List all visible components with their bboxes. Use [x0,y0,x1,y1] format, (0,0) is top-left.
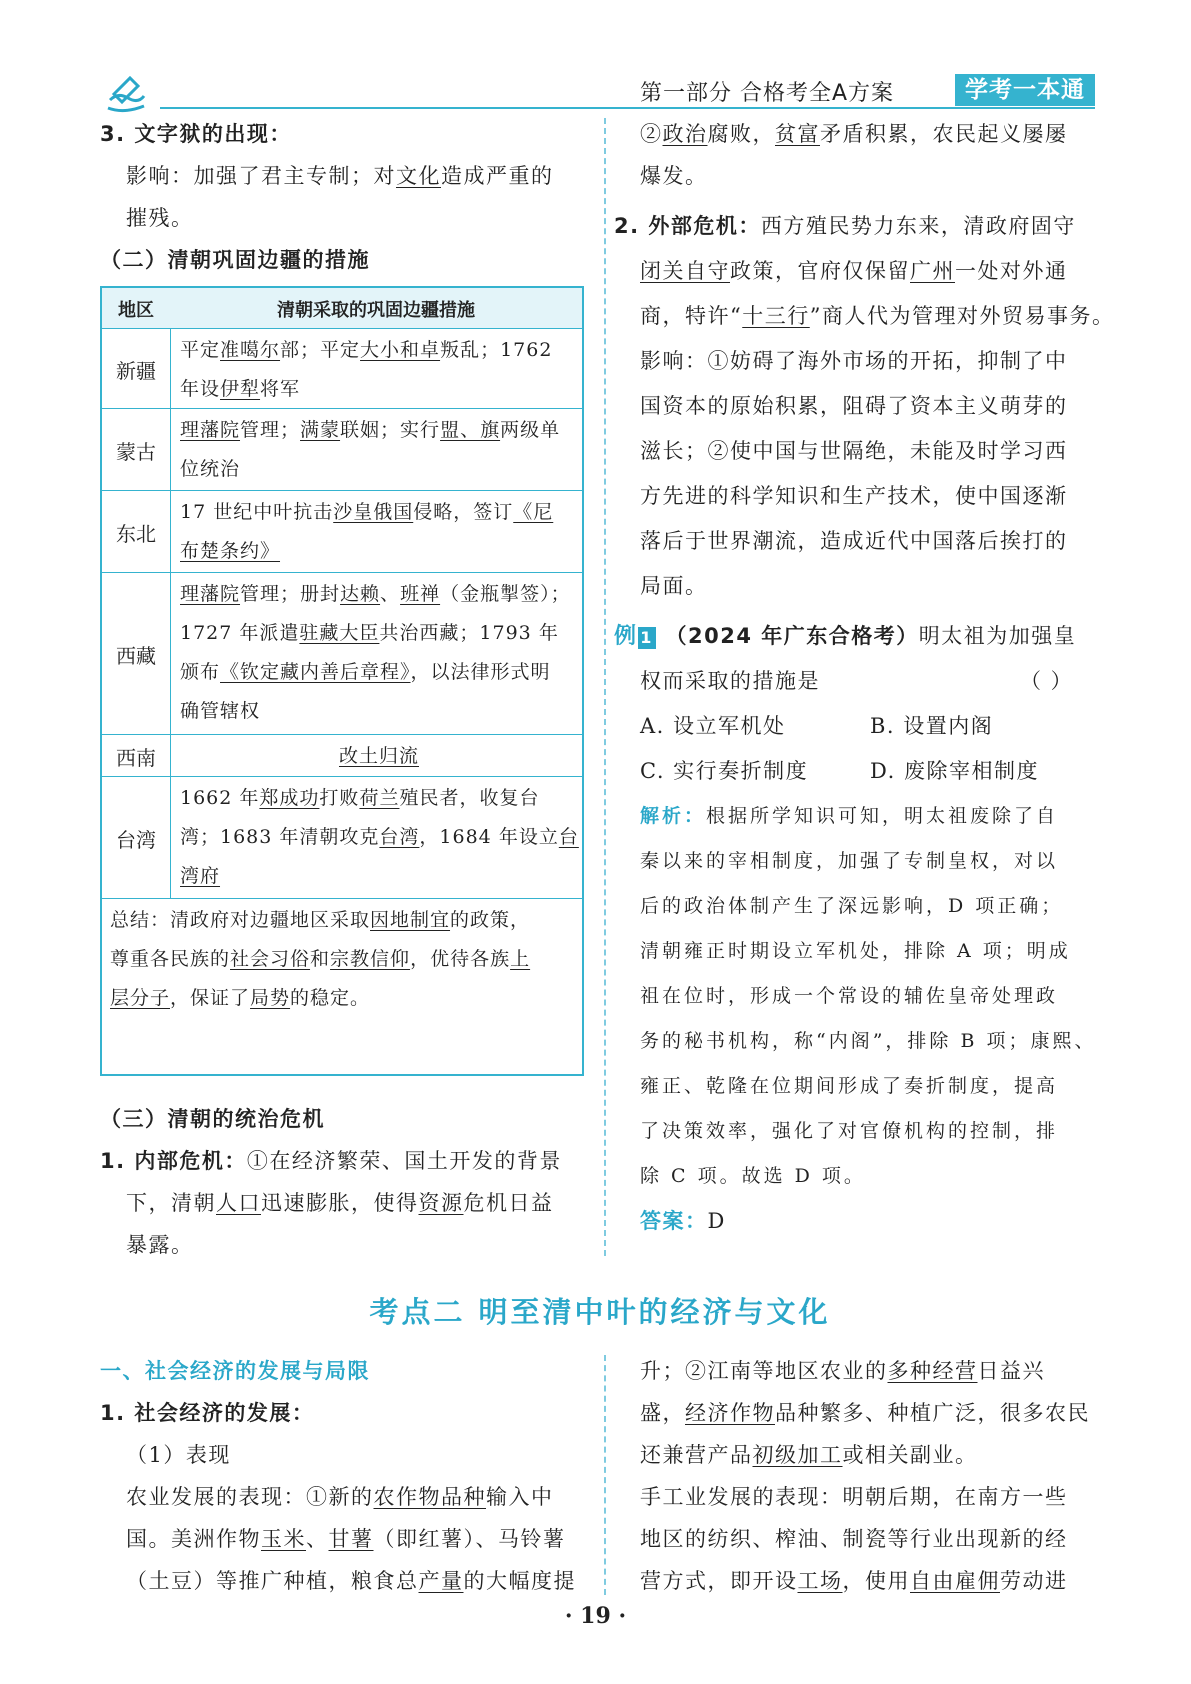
item1-1: （1）表现 [126,1443,231,1467]
section2-left-line [126,1476,554,1518]
text: 输入中 [486,1485,554,1509]
example-stem: 明太祖为加强皇 [918,624,1077,648]
text: 日益兴 [977,1359,1045,1383]
table-region-cell: 西藏 [116,644,156,668]
crisis2-label: 2. 外部危机： [614,214,761,238]
underlined-keyword: 初级加工 [752,1443,843,1467]
text: （土豆）等推广种植，粮食总 [126,1569,419,1593]
underlined-keyword: 广州 [910,259,955,283]
underlined-keyword: 农作物品种 [373,1485,486,1509]
text: 营方式，即开设 [640,1569,798,1593]
underlined-keyword: 文化 [396,164,441,188]
crisis1-label: 1. 内部危机： [100,1149,247,1173]
example-stem-line1 [614,615,1076,658]
text: 滋长；②使中国与世隔绝，未能及时学习西 [640,439,1068,463]
analysis-line [640,885,1063,927]
table-header-measure: 清朝采取的巩固边疆措施 [277,300,475,321]
column-divider-bottom [604,1355,606,1595]
table-measure-cell [180,737,578,776]
table-measure-cell [180,493,578,571]
example-label: 例 [614,624,638,649]
table-cell-line [180,653,578,692]
table-row [102,734,582,777]
table-region-cell: 台湾 [116,828,156,852]
section2-right-line [640,1434,978,1476]
text: ，优待各族 [410,948,511,970]
table-cell-line [180,614,578,653]
table-summary-text [110,901,530,1018]
text: 品种繁多、种植广泛，很多农民 [775,1401,1090,1425]
table-header-region: 地区 [118,300,154,321]
text: 商，特许“ [640,304,743,328]
underlined-keyword: 驻藏大臣 [299,622,380,644]
text: 腐败， [707,122,775,146]
right-line [640,113,1068,155]
underlined-keyword: 沙皇俄国 [333,501,414,523]
underlined-keyword: 伊犁 [220,378,261,400]
text: ，以法律形式明 [410,661,551,683]
table-divider [170,329,171,409]
table-header-row [102,288,582,328]
item1-title: 1. 社会经济的发展： [100,1401,315,1425]
text: 局面。 [640,574,708,598]
underlined-keyword: 资源 [418,1191,464,1215]
text: 1662 年 [180,787,260,809]
table-row [102,572,582,735]
underlined-keyword: 人口 [216,1191,261,1215]
text: 权而采取的措施是 [640,669,820,693]
answer-line [640,1200,726,1242]
underlined-keyword: 《尼 [513,501,554,523]
table-row [102,408,582,491]
table-cell-line [180,779,578,818]
underlined-keyword: 经济作物 [685,1401,775,1425]
text: 殖民者，收复台 [399,787,540,809]
table-cell-line [180,331,578,370]
example-number: 1 [638,627,656,649]
text: 部；平定 [280,339,361,361]
table-row [102,490,582,573]
table-cell-line [180,370,578,409]
section2-left-line [126,1518,566,1560]
text: 了决策效率，强化了对官僚机构的控制，排 [640,1120,1059,1142]
text: 秦以来的宰相制度，加强了专制皇权，对以 [640,850,1059,872]
underlined-keyword: 上 [510,948,531,970]
text: 清朝雍正时期设立军机处，排除 A 项；明成 [640,940,1071,962]
text: 管理；册封 [240,583,341,605]
text: D. 废除宰相制度 [870,759,1039,783]
underlined-keyword: 政治 [662,122,708,146]
underlined-keyword: 班禅 [400,583,441,605]
text: 、 [380,583,401,605]
underlined-keyword: 理藩院 [180,583,241,605]
item3-line1 [126,155,554,197]
right-line [640,155,708,197]
header-badge: 学考一本通 [955,74,1095,106]
table-cell-line [180,411,578,450]
text: 位统治 [180,458,241,480]
answer-blank: （ ） [1020,669,1074,693]
text: 总结：清政府对边疆地区采取 [110,909,371,931]
answer-label: 答案： [640,1209,708,1233]
text: 政策，官府仅保留 [730,259,910,283]
text: 的稳定。 [290,987,371,1009]
text: 共治西藏；1793 年 [379,622,559,644]
table-measure-cell [180,779,578,896]
crisis1-line1 [100,1140,562,1182]
underlined-keyword: 郑成功 [259,787,320,809]
table-cell-line [180,493,578,532]
text: 除 C 项。故选 D 项。 [640,1165,866,1187]
option-b [870,705,993,747]
underlined-keyword: 荷兰 [359,787,400,809]
underlined-keyword: 闭关自守 [640,259,730,283]
page-number: · 19 · [564,1603,627,1629]
table-divider [170,409,171,491]
underlined-keyword: 盟、旗 [440,419,501,441]
table-divider [170,777,171,899]
section2-right-line [640,1560,1068,1602]
text: 1727 年派遣 [180,622,300,644]
text: ①在经济繁荣、国土开发的背景 [246,1149,562,1173]
analysis-line [640,1020,1096,1062]
text: B. 设置内阁 [870,714,994,738]
section2-right-line [640,1350,1045,1392]
example-stem-line2 [640,660,820,702]
text: 西方殖民势力东来，清政府固守 [760,214,1076,238]
text: 爆发。 [640,164,708,188]
underlined-keyword: 湾府 [180,865,221,887]
text: 升；②江南等地区农业的 [640,1359,888,1383]
section2-left-line [126,1560,576,1602]
text: 年设 [180,378,221,400]
table-measure-cell [180,331,578,409]
text: 迅速膨胀，使得 [261,1191,419,1215]
table-cell-line [180,737,578,776]
text: 矛盾积累，农民起义屡屡 [820,122,1068,146]
section2-title: 考点二 明至清中叶的经济与文化 [369,1295,831,1329]
sec2-title: （二）清朝巩固边疆的措施 [100,248,370,272]
table-cell-line [180,692,578,731]
table-measure-cell [180,411,578,489]
underlined-keyword: 社会习俗 [230,948,311,970]
text: 的政策， [450,909,531,931]
underlined-keyword: 贫富 [775,122,820,146]
crisis2-line [640,475,1068,517]
underlined-keyword: 十三行 [742,304,810,328]
crisis1-line3: 暴露。 [126,1233,194,1257]
text: 的大幅度提 [463,1569,576,1593]
text: 国。美洲作物 [126,1527,261,1551]
underlined-keyword: 自由雇佣 [910,1569,1000,1593]
option-d [870,750,1039,792]
table-divider [170,735,171,777]
text: （金瓶掣签）； [440,583,571,605]
text: ② [640,122,663,146]
table-region-cell: 西南 [116,746,156,770]
section2-right-line [640,1392,1090,1434]
text: 或相关副业。 [842,1443,978,1467]
text: 后的政治体制产生了深远影响，D 项正确； [640,895,1064,917]
text: ，1684 年设立 [419,826,559,848]
text: 打败 [319,787,360,809]
underlined-keyword: 改土归流 [338,745,419,767]
table-divider [170,573,171,735]
crisis2-line [640,340,1068,382]
text: 雍正、乾隆在位期间形成了奏折制度，提高 [640,1075,1059,1097]
example-source: （2024 年广东合格考） [665,624,919,648]
sec3-title: （三）清朝的统治危机 [100,1107,325,1131]
text: 盛， [640,1401,685,1425]
section2-right-line [640,1476,1068,1518]
crisis2-line [640,565,708,607]
text: ，保证了 [170,987,251,1009]
text: A. 设立军机处 [640,714,786,738]
text: （即红薯）、马铃薯 [373,1527,566,1551]
option-c [640,750,808,792]
text: 颁布 [180,661,221,683]
underlined-keyword: 层分子 [110,987,171,1009]
table-row [102,328,582,409]
underlined-keyword: 局势 [250,987,291,1009]
underlined-keyword: 《钦定藏内善后章程》 [220,661,411,683]
underlined-keyword: 满蒙 [300,419,341,441]
text: 17 世纪中叶抗击 [180,501,334,523]
text: ，使用 [842,1569,910,1593]
text: 、 [306,1527,329,1551]
summary-line [110,940,530,979]
section2-right-line [640,1518,1068,1560]
underlined-keyword: 达赖 [340,583,381,605]
item3-line2: 摧残。 [126,206,194,230]
table-region-cell: 新疆 [116,359,156,383]
table-measure-cell [180,575,578,731]
analysis-line [640,1155,866,1197]
text: 下，清朝 [126,1191,216,1215]
crisis2-line [640,250,1068,292]
text: 根据所学知识可知，明太祖废除了自 [706,805,1059,827]
text: 两级单 [500,419,561,441]
table-region-cell: 蒙古 [116,440,156,464]
text: 一处对外通 [955,259,1068,283]
table-cell-line [180,575,578,614]
analysis-line [640,930,1071,972]
table-row [102,776,582,899]
text: 国资本的原始积累，阻碍了资本主义萌芽的 [640,394,1068,418]
analysis-line [640,1065,1058,1107]
summary-line [110,901,530,940]
table-cell-line [180,532,578,571]
text: 确管辖权 [180,700,261,722]
text: 联姻；实行 [340,419,441,441]
underlined-keyword: 理藩院 [180,419,241,441]
analysis-label: 解析： [640,805,707,827]
text: 管理； [240,419,301,441]
sub1-title: 一、社会经济的发展与局限 [100,1359,370,1383]
book-pen-logo-icon [104,74,148,114]
table-cell-line [180,857,578,896]
underlined-keyword: 台湾 [379,826,420,848]
answer-value: D [707,1209,726,1233]
underlined-keyword: 多种经营 [887,1359,978,1383]
item3-title: 3. 文字狱的出现： [100,122,292,146]
analysis-line [640,975,1058,1017]
analysis-line [640,1110,1058,1152]
text: 影响：加强了君主专制；对 [126,164,396,188]
text: 平定 [180,339,221,361]
text: ”商人代为管理对外贸易事务。 [809,304,1115,328]
text: C. 实行奏折制度 [640,759,809,783]
text: 将军 [260,378,301,400]
underlined-keyword: 因地制宜 [370,909,451,931]
crisis2-line [640,295,1115,337]
text: 侵略，签订 [413,501,514,523]
text: 影响：①妨碍了海外市场的开拓，抑制了中 [640,349,1068,373]
text: 农业发展的表现：①新的 [126,1485,374,1509]
underlined-keyword: 产量 [418,1569,464,1593]
text: 手工业发展的表现：明朝后期，在南方一些 [640,1485,1068,1509]
text: 务的秘书机构，称“内阁”，排除 B 项；康熙、 [640,1030,1097,1052]
text: 和 [310,948,331,970]
underlined-keyword: 宗教信仰 [330,948,411,970]
table-cell-line [180,450,578,489]
crisis2-line [640,430,1068,472]
table-cell-line [180,818,578,857]
table-divider [170,491,171,573]
text: 劳动进 [1000,1569,1068,1593]
underlined-keyword: 布楚条约》 [180,540,281,562]
table-summary [102,898,582,1075]
text: 方先进的科学知识和生产技术，使中国逐渐 [640,484,1068,508]
analysis-line [640,795,1058,837]
underlined-keyword: 工场 [797,1569,843,1593]
text: 叛乱；1762 [440,339,553,361]
summary-line [110,979,530,1018]
crisis2-line [640,520,1068,562]
text: 祖在位时，形成一个常设的辅佐皇帝处理政 [640,985,1059,1007]
header-rule [160,107,1095,109]
text: 危机日益 [463,1191,554,1215]
header-title: 第一部分 合格考全A方案 [640,81,895,106]
analysis-line [640,840,1058,882]
underlined-keyword: 准噶尔 [220,339,281,361]
text: 还兼营产品 [640,1443,753,1467]
text: 造成严重的 [441,164,554,188]
text: 地区的纺织、榨油、制瓷等行业出现新的经 [640,1527,1068,1551]
border-measures-table [100,286,584,1076]
crisis2-line [640,385,1068,427]
underlined-keyword: 台 [558,826,579,848]
option-a [640,705,786,747]
crisis1-line2 [126,1182,554,1224]
text: 湾；1683 年清朝攻克 [180,826,380,848]
text: 尊重各民族的 [110,948,231,970]
underlined-keyword: 玉米 [261,1527,306,1551]
column-divider [604,118,606,1256]
underlined-keyword: 大小和卓 [360,339,441,361]
text: 落后于世界潮流，造成近代中国落后挨打的 [640,529,1068,553]
crisis2-line1 [614,205,1076,247]
table-region-cell: 东北 [116,522,156,546]
underlined-keyword: 甘薯 [328,1527,374,1551]
